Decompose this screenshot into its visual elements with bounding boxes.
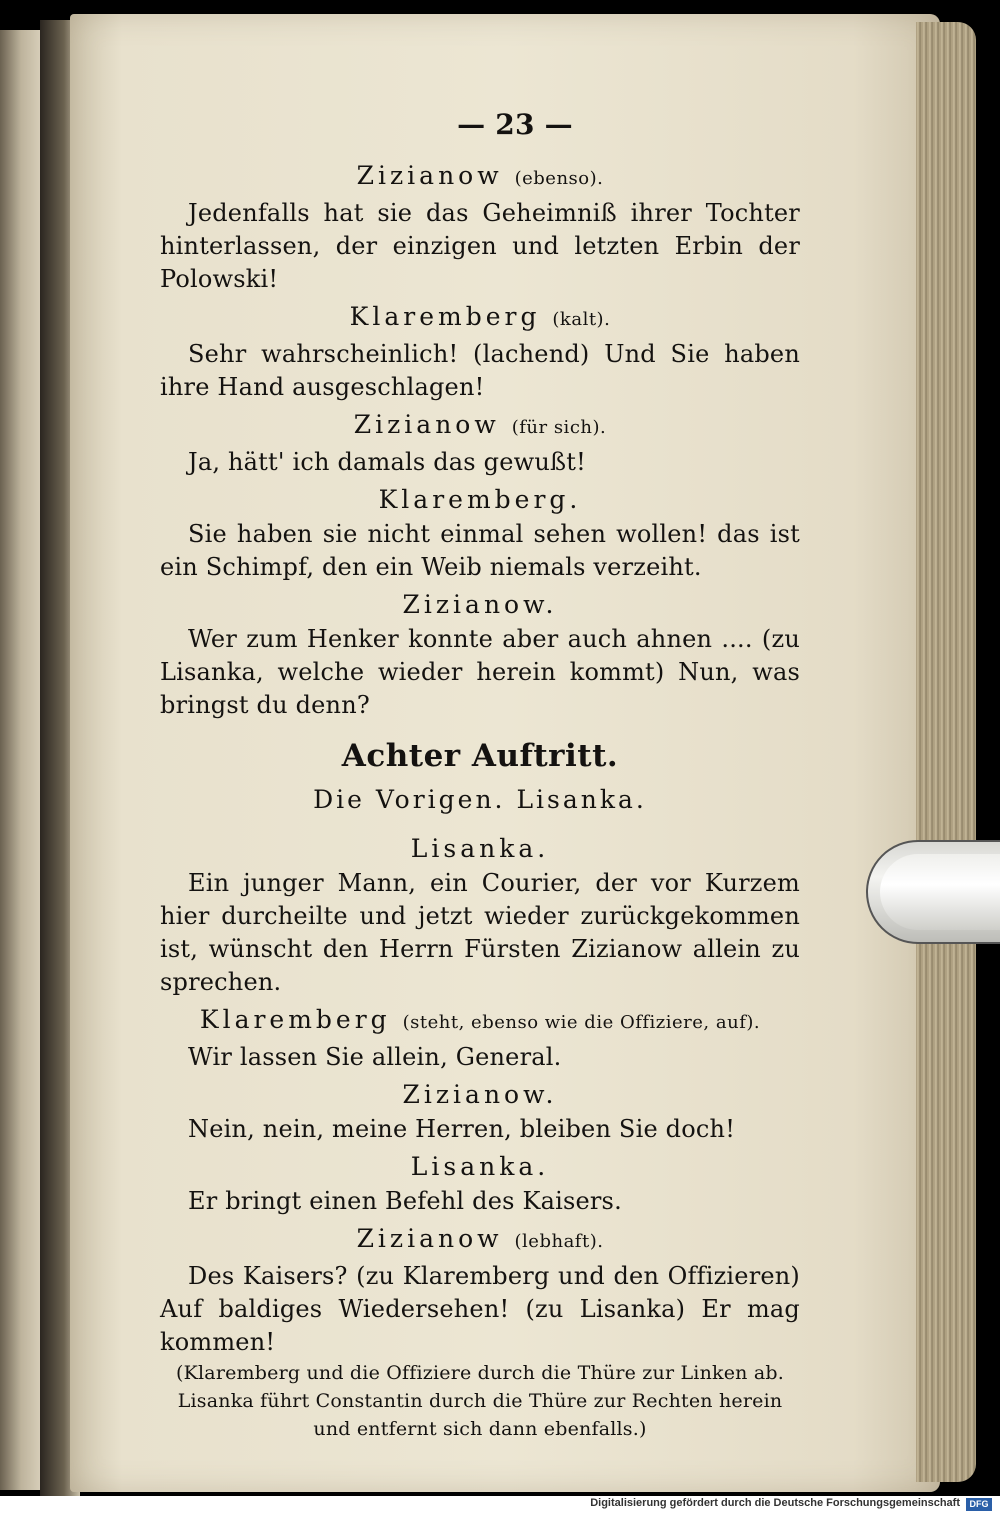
dfg-logo: DFG [966,1498,992,1511]
page-clip [866,840,1000,944]
speaker-heading [160,1150,800,1183]
scene-cast: Die Vorigen. Lisanka. [313,785,647,814]
speaker-heading [160,832,800,865]
speaker-heading [160,1003,800,1039]
speaker-direction: (steht, ebenso wie die Offiziere, auf). [402,1012,761,1033]
speaker-direction: (für sich). [511,417,607,438]
dialogue-paragraph: Jedenfalls hat sie das Geheimniß ihrer Tochter hinterlassen, der einzigen und letzten Erbin der Polowski! [160,199,800,293]
speaker-direction: (lebhaft). [514,1231,604,1252]
speaker-direction: (ebenso). [514,168,604,189]
dialogue-paragraph: Wer zum Henker konnte aber auch ahnen .... (zu Lisanka, welche wieder herein kommt) Nun, was bringst du denn? [160,625,800,719]
speaker-name: Zizianow [353,410,500,439]
dialogue-paragraph: Sehr wahrscheinlich! (lachend) Und Sie haben ihre Hand ausgeschlagen! [160,340,800,401]
speaker-name: Zizianow [356,1224,503,1253]
speaker-name: Lisanka. [410,834,550,863]
dialogue-paragraph: Nein, nein, meine Herren, bleiben Sie doch! [188,1115,736,1143]
speaker-name: Klaremberg [349,302,541,331]
speaker-name: Zizianow. [402,1080,558,1109]
dialogue-paragraph: Wir lassen Sie allein, General. [188,1043,562,1071]
speaker-name: Klaremberg [199,1005,391,1034]
speaker-heading [160,1222,800,1258]
speaker-name: Klaremberg. [378,485,582,514]
footer-credit-text: Digitalisierung gefördert durch die Deutsche Forschungsgemeinschaft [590,1497,960,1509]
page-fore-edge [916,22,976,1482]
speaker-direction: (kalt). [552,309,611,330]
speaker-heading [160,483,800,516]
speaker-heading [160,408,800,444]
stage-direction: (Klaremberg und die Offiziere durch die Thüre zur Linken ab. Lisanka führt Constantin durch die Thüre zur Rechten herein und entfernt sich dann ebenfalls.) [176,1362,784,1440]
page-text [160,108,800,1443]
page-clip-highlight [880,854,1000,930]
dialogue-paragraph: Sie haben sie nicht einmal sehen wollen! das ist ein Schimpf, den ein Weib niemals verzeiht. [160,520,800,581]
dialogue-paragraph: Er bringt einen Befehl des Kaisers. [188,1187,622,1215]
digitization-footer [0,1496,1000,1514]
speaker-name: Zizianow [356,161,503,190]
speaker-name: Zizianow. [402,590,558,619]
dialogue-paragraph: Ja, hätt' ich damals das gewußt! [188,448,586,476]
page-number: — 23 — [457,108,573,141]
speaker-heading [160,588,800,621]
speaker-heading [160,1078,800,1111]
dialogue-paragraph: Ein junger Mann, ein Courier, der vor Kurzem hier durcheilte und jetzt wieder zurückgekommen ist, wünscht den Herrn Fürsten Zizianow allein zu sprechen. [160,869,800,996]
speaker-name: Lisanka. [410,1152,550,1181]
dialogue-paragraph: Des Kaisers? (zu Klaremberg und den Offizieren) Auf baldiges Wiedersehen! (zu Lisanka) Er mag kommen! [160,1262,800,1356]
speaker-heading [160,159,800,195]
speaker-heading [160,300,800,336]
scene-heading: Achter Auftritt. [341,738,619,774]
